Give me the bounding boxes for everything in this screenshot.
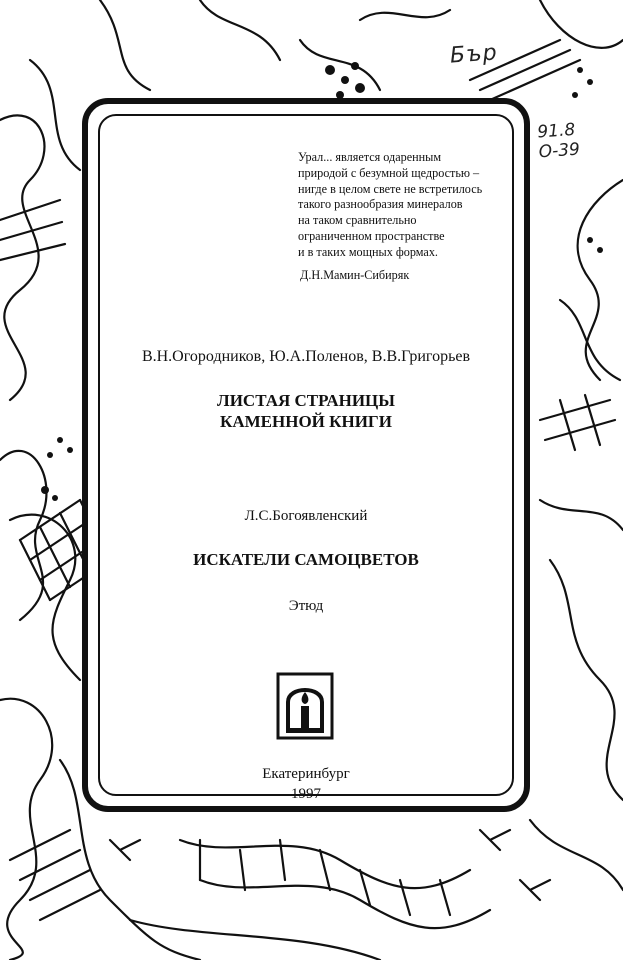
book1-title [90, 390, 522, 432]
epigraph [298, 150, 518, 261]
epigraph-line: нигде в целом свете не встретилось [298, 181, 483, 196]
publisher-candle-logo-icon [276, 672, 334, 740]
handwritten-code-line: 91.8 [536, 119, 576, 143]
book2-author: Л.С.Богоявленский [244, 508, 368, 524]
book2-title: ИСКАТЕЛИ САМОЦВЕТОВ [193, 550, 419, 569]
publication-year: 1997 [291, 786, 321, 802]
epigraph-line: природой с безумной щедростью – [298, 165, 480, 180]
handwritten-annotation-top: Бър [449, 40, 499, 69]
handwritten-code-line: О-39 [538, 139, 581, 163]
book1-title-line: ЛИСТАЯ СТРАНИЦЫ [217, 391, 395, 410]
book2-genre: Этюд [288, 598, 324, 614]
handwritten-annotation-side [537, 118, 610, 163]
epigraph-line: на таком сравнительно [298, 213, 417, 228]
epigraph-line: такого разнообразия минералов [298, 197, 463, 212]
publication-city: Екатеринбург [262, 766, 350, 782]
epigraph-author: Д.Н.Мамин-Сибиряк [300, 268, 410, 282]
epigraph-line: Урал... является одаренным [298, 150, 442, 164]
imprint [90, 764, 522, 804]
epigraph-line: ограниченном пространстве [298, 228, 445, 243]
book1-authors: В.Н.Огородников, Ю.А.Поленов, В.В.Григорьев [141, 348, 471, 365]
book1-title-line: КАМЕННОЙ КНИГИ [220, 412, 392, 431]
epigraph-line: и в таких мощных формах. [298, 244, 438, 259]
